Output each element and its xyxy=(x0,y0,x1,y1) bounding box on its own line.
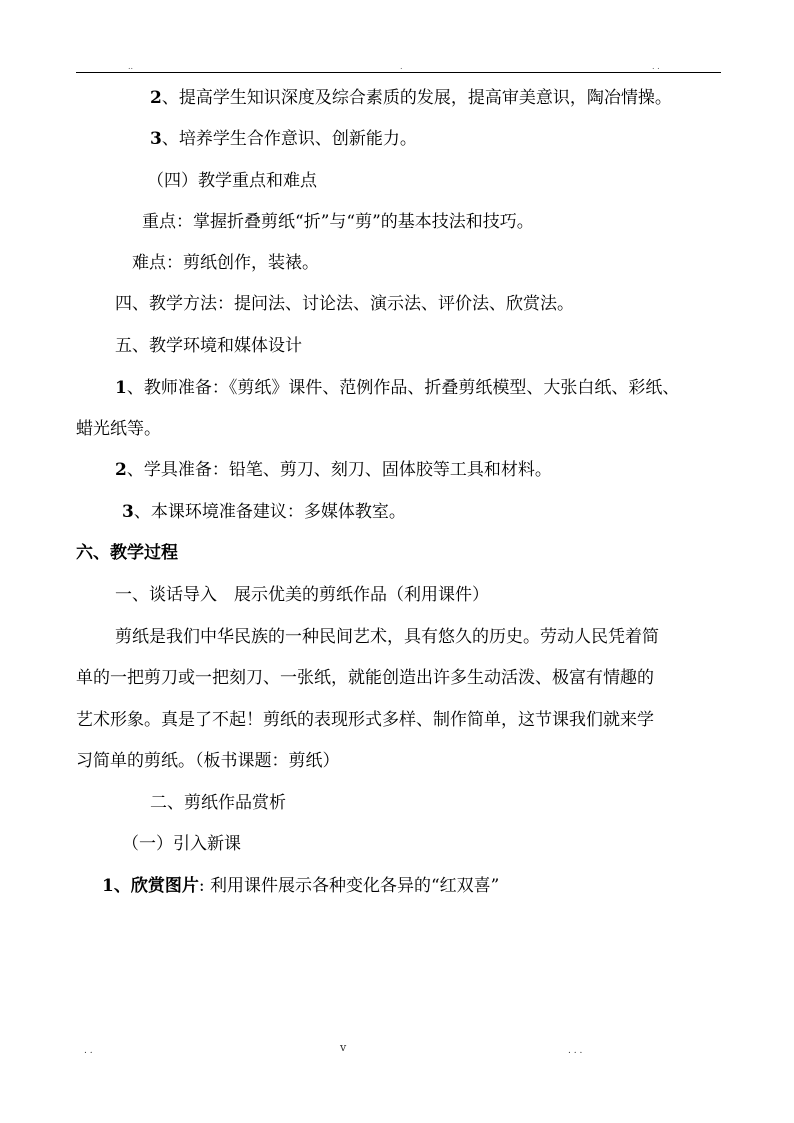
text-line xyxy=(76,418,161,440)
header-mark-left: .. xyxy=(128,62,134,71)
line-text: （四）教学重点和难点 xyxy=(147,171,317,191)
text-line xyxy=(115,584,489,606)
section-heading xyxy=(122,833,241,855)
line-text: 、提高学生知识深度及综合素质的发展，提高审美意识，陶冶情操。 xyxy=(161,88,672,108)
footer-mark-left: . . xyxy=(84,1046,93,1056)
header-mark-right: . . xyxy=(652,62,660,71)
section-heading xyxy=(147,170,317,192)
line-text: 四、教学方法：提问法、讨论法、演示法、评价法、欣赏法。 xyxy=(115,294,574,314)
line-text: 重点：掌握折叠剪纸“折”与“剪”的基本技法和技巧。 xyxy=(142,212,534,232)
line-text: 、教师准备：《剪纸》课件、范例作品、折叠剪纸模型、大张白纸、彩纸、 xyxy=(126,378,680,398)
text-line xyxy=(150,128,417,150)
line-text: 五、教学环境和媒体设计 xyxy=(115,336,302,356)
item-number: 3 xyxy=(122,502,134,522)
text-line xyxy=(132,252,319,274)
line-text: 艺术形象。真是了不起！剪纸的表现形式多样、制作简单，这节课我们就来学 xyxy=(76,710,654,730)
item-number: 1 xyxy=(115,378,127,398)
paragraph-line xyxy=(76,709,654,731)
line-text: 、学具准备：铅笔、剪刀、刻刀、固体胶等工具和材料。 xyxy=(126,460,552,480)
text-line xyxy=(150,87,672,109)
page-marker: v xyxy=(340,1041,347,1054)
line-text: 一、谈话导入 展示优美的剪纸作品（利用课件） xyxy=(115,585,489,605)
item-label: 、欣赏图片 xyxy=(113,876,199,896)
line-text: （一）引入新课 xyxy=(122,834,241,854)
item-number: 2 xyxy=(150,88,162,108)
text-line xyxy=(115,459,552,481)
text-line xyxy=(142,211,534,233)
paragraph-line xyxy=(115,626,659,648)
header-rule xyxy=(76,72,721,73)
section-heading xyxy=(76,542,178,564)
line-text: 单的一把剪刀或一把刻刀、一张纸，就能创造出许多生动活泼、极富有情趣的 xyxy=(76,668,654,688)
text-line xyxy=(122,501,406,523)
line-text: 难点：剪纸创作，装裱。 xyxy=(132,253,319,273)
paragraph-line xyxy=(76,667,654,689)
line-text: 剪纸是我们中华民族的一种民间艺术，具有悠久的历史。劳动人民凭着简 xyxy=(115,627,659,647)
text-line xyxy=(115,293,574,315)
paragraph-line xyxy=(76,750,340,772)
line-text: 习简单的剪纸。（板书课题：剪纸） xyxy=(76,751,340,771)
footer-mark-right: . . . xyxy=(568,1046,583,1056)
text-line xyxy=(115,377,679,399)
section-heading xyxy=(150,792,286,814)
text-line xyxy=(102,875,499,897)
header-mark-center: . xyxy=(400,62,403,71)
item-number: 2 xyxy=(115,460,127,480)
line-text: 、本课环境准备建议：多媒体教室。 xyxy=(133,502,406,522)
line-text: 、培养学生合作意识、创新能力。 xyxy=(161,129,417,149)
line-text: 六、教学过程 xyxy=(76,543,178,563)
line-text: 蜡光纸等。 xyxy=(76,419,161,439)
item-number: 3 xyxy=(150,129,162,149)
item-number: 1 xyxy=(102,876,114,896)
section-heading xyxy=(115,335,302,357)
line-text: : 利用课件展示各种变化各异的“红双喜” xyxy=(198,876,500,896)
line-text: 二、剪纸作品赏析 xyxy=(150,793,286,813)
